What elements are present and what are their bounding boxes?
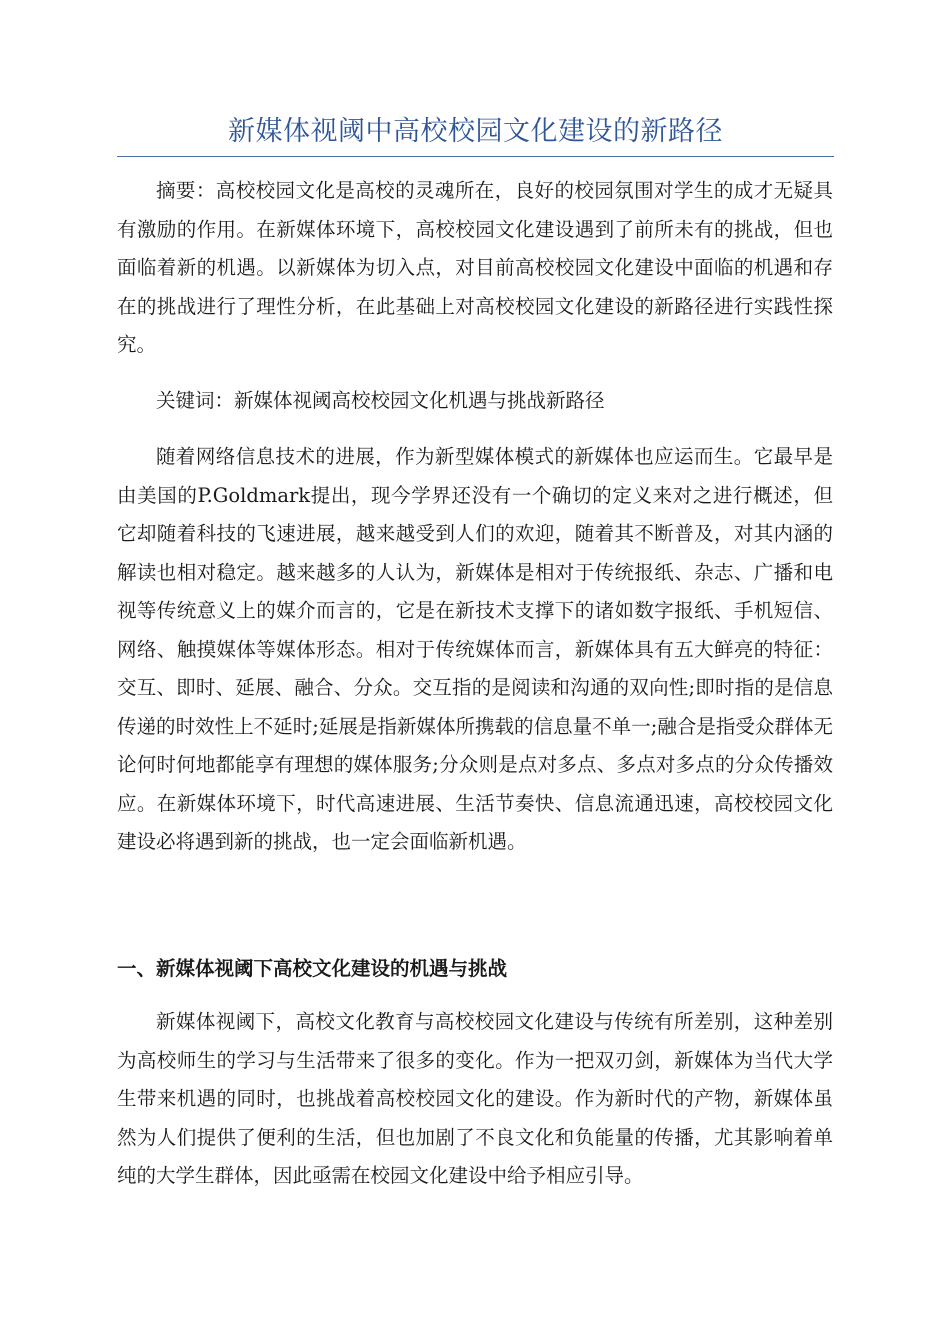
section-paragraph: 新媒体视阈下，高校文化教育与高校校园文化建设与传统有所差别，这种差别为高校师生的学习与生活带来了很多的变化。作为一把双刃剑，新媒体为当代大学生带来机遇的同时，也挑战着高校校园文化的建设。作为新时代的产物，新媒体虽然为人们提供了便利的生活，但也加剧了不良文化和负能量的传播，尤其影响着单纯的大学生群体，因此亟需在校园文化建设中给予相应引导。 [117,1010,833,1187]
section-heading: 一、新媒体视阈下高校文化建设的机遇与挑战 [117,957,508,980]
intro-paragraph: 随着网络信息技术的进展，作为新型媒体模式的新媒体也应运而生。它最早是由美国的P.Goldmark提出，现今学界还没有一个确切的定义来对之进行概述，但它却随着科技的飞速进展，越来越受到人们的欢迎，随着其不断普及，对其内涵的解读也相对稳定。越来越多的人认为，新媒体是相对于传统报纸、杂志、广播和电视等传统意义上的媒介而言的，它是在新技术支撑下的诸如数字报纸、手机短信、网络、触摸媒体等媒体形态。相对于传统媒体而言，新媒体具有五大鲜亮的特征：交互、即时、延展、融合、分众。交互指的是阅读和沟通的双向性;即时指的是信息传递的时效性上不延时;延展是指新媒体所携载的信息量不单一;融合是指受众群体无论何时何地都能享有理想的媒体服务;分众则是点对多点、多点对多点的分众传播效应。在新媒体环境下，时代高速进展、生活节奏快、信息流通迅速，高校校园文化建设必将遇到新的挑战，也一定会面临新机遇。 [117,445,833,853]
keywords-line: 关键词：新媒体视阈高校校园文化机遇与挑战新路径 [156,389,605,412]
title-block [117,112,834,157]
document-title: 新媒体视阈中高校校园文化建设的新路径 [228,116,723,147]
abstract-paragraph: 摘要：高校校园文化是高校的灵魂所在，良好的校园氛围对学生的成才无疑具有激励的作用。在新媒体环境下，高校校园文化建设遇到了前所未有的挑战，但也面临着新的机遇。以新媒体为切入点，对目前高校校园文化建设中面临的机遇和存在的挑战进行了理性分析，在此基础上对高校校园文化建设的新路径进行实践性探究。 [117,179,833,356]
